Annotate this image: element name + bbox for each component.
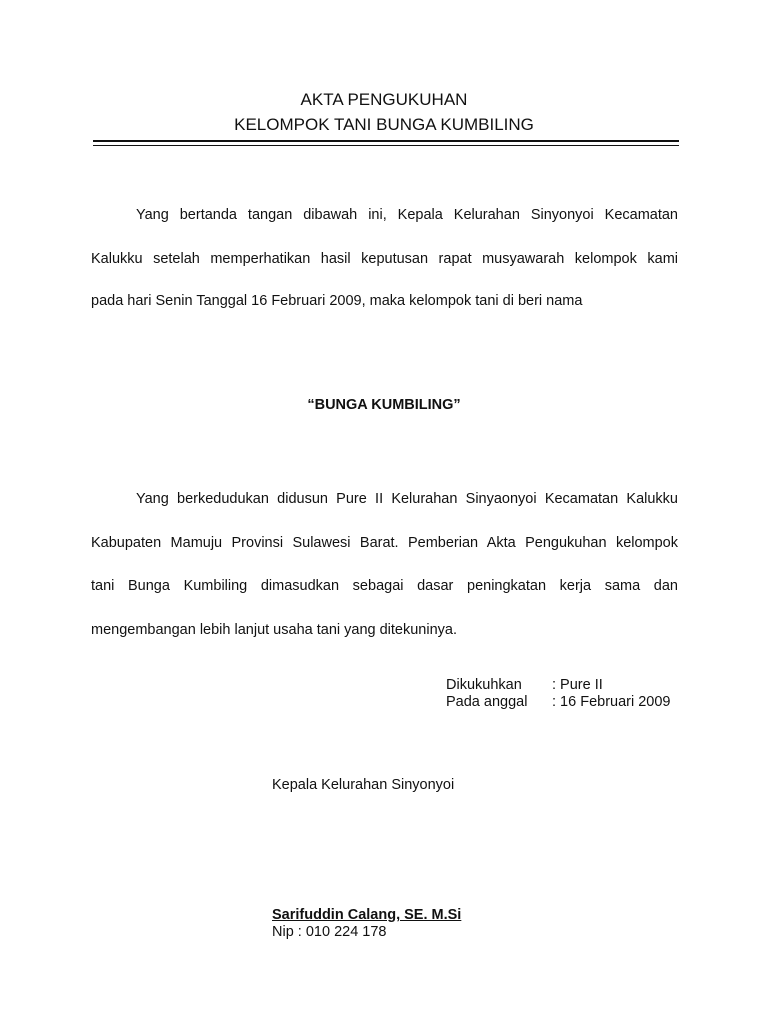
paragraph-2-line-4: mengembangan lebih lanjut usaha tani yang ditekuninya. xyxy=(91,622,457,638)
title-divider-thin xyxy=(93,145,679,146)
paragraph-1-line-3: pada hari Senin Tanggal 16 Februari 2009, maka kelompok tani di beri nama xyxy=(91,293,583,309)
signatory-name: Sarifuddin Calang, SE. M.Si xyxy=(272,907,462,923)
paragraph-2-line-2: Kabupaten Mamuju Provinsi Sulawesi Barat. Pemberian Akta Pengukuhan kelompok xyxy=(91,535,678,551)
paragraph-1-line-2: Kalukku setelah memperhatikan hasil keputusan rapat musyawarah kelompok kami xyxy=(91,251,678,267)
signatory-nip: Nip : 010 224 178 xyxy=(272,924,387,940)
title-divider-thick xyxy=(93,140,679,142)
confirmation-date-label: Pada anggal xyxy=(446,694,528,710)
confirmation-place-value: : Pure II xyxy=(552,677,603,693)
paragraph-2-line-3: tani Bunga Kumbiling dimasudkan sebagai dasar peningkatan kerja sama dan xyxy=(91,578,678,594)
confirmation-date-value: : 16 Februari 2009 xyxy=(552,694,671,710)
document-title-line-1: AKTA PENGUKUHAN xyxy=(300,90,468,109)
confirmation-place-label: Dikukuhkan xyxy=(446,677,522,693)
group-name: “BUNGA KUMBILING” xyxy=(307,397,461,413)
document-title-line-2: KELOMPOK TANI BUNGA KUMBILING xyxy=(234,115,534,134)
paragraph-1-line-1: Yang bertanda tangan dibawah ini, Kepala Kelurahan Sinyonyoi Kecamatan xyxy=(136,207,678,223)
signatory-position: Kepala Kelurahan Sinyonyoi xyxy=(272,777,455,793)
paragraph-2-line-1: Yang berkedudukan didusun Pure II Kelurahan Sinyaonyoi Kecamatan Kalukku xyxy=(136,491,678,507)
